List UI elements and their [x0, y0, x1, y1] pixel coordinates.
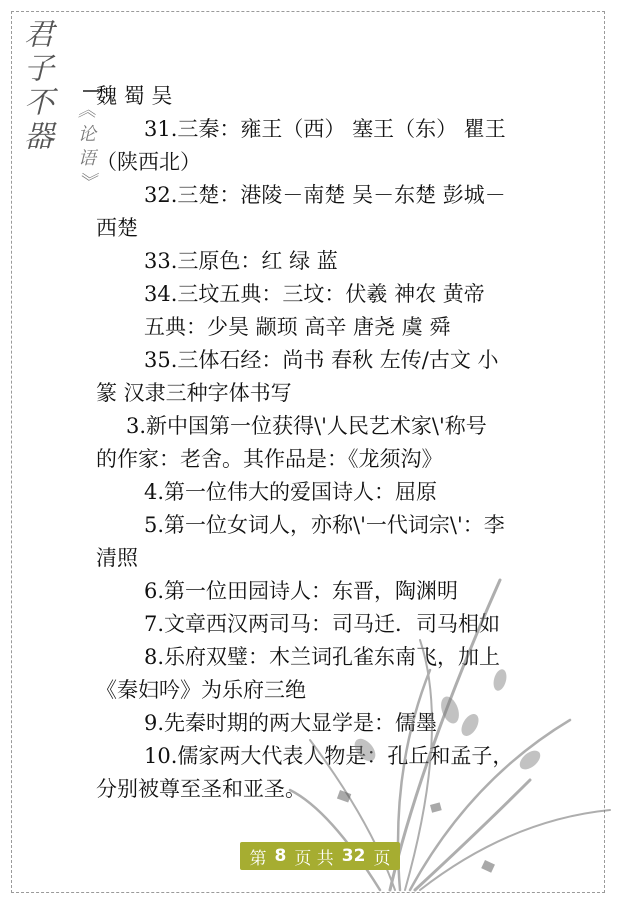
text-line: 31.三秦：雍王（西） 塞王（东） 瞿王	[144, 117, 506, 141]
text-line: 34.三坟五典：三坟：伏羲 神农 黄帝	[144, 282, 485, 306]
text-line: 4.第一位伟大的爱国诗人：屈原	[144, 480, 438, 504]
current-page: 8	[274, 846, 287, 866]
text-line: 5.第一位女词人，亦称\'一代词宗\'：李	[144, 513, 505, 537]
text-line: 35.三体石经：尚书 春秋 左传/古文 小	[144, 348, 499, 372]
text-line: 《秦妇吟》为乐府三绝	[96, 678, 306, 702]
text-line: 分别被尊至圣和亚圣。	[96, 777, 306, 801]
page-number-badge	[240, 842, 400, 870]
page-prefix: 第	[249, 848, 267, 869]
text-line: 西楚	[96, 216, 138, 240]
text-line: 7.文章西汉两司马：司马迁．司马相如	[144, 612, 501, 636]
seal-source: 《论语》	[75, 100, 96, 196]
text-line: 篆 汉隶三种字体书写	[96, 381, 292, 405]
text-line: 3.新中国第一位获得\'人民艺术家\'称号	[126, 414, 487, 438]
total-pages: 32	[341, 846, 366, 866]
text-line: 33.三原色：红 绿 蓝	[144, 249, 338, 273]
page-suffix: 页	[373, 848, 391, 869]
text-line: 9.先秦时期的两大显学是：儒墨	[144, 711, 438, 735]
seal-text: 君子不器	[18, 18, 53, 154]
text-line: （陕西北）	[96, 150, 201, 174]
text-line: 魏 蜀 吴	[96, 84, 173, 108]
text-line: 五典：少昊 颛顼 高辛 唐尧 虞 舜	[144, 315, 451, 339]
text-line: 清照	[96, 546, 138, 570]
text-line: 8.乐府双璧：木兰词孔雀东南飞，加上	[144, 645, 501, 669]
text-line: 的作家：老舍。其作品是：《龙须沟》	[96, 447, 443, 471]
text-line: 6.第一位田园诗人：东晋，陶渊明	[144, 579, 459, 603]
text-line: 10.儒家两大代表人物是：孔丘和孟子，	[144, 744, 514, 768]
page-middle: 页 共	[294, 848, 334, 869]
text-line: 32.三楚：港陵－南楚 吴－东楚 彭城－	[144, 183, 506, 207]
